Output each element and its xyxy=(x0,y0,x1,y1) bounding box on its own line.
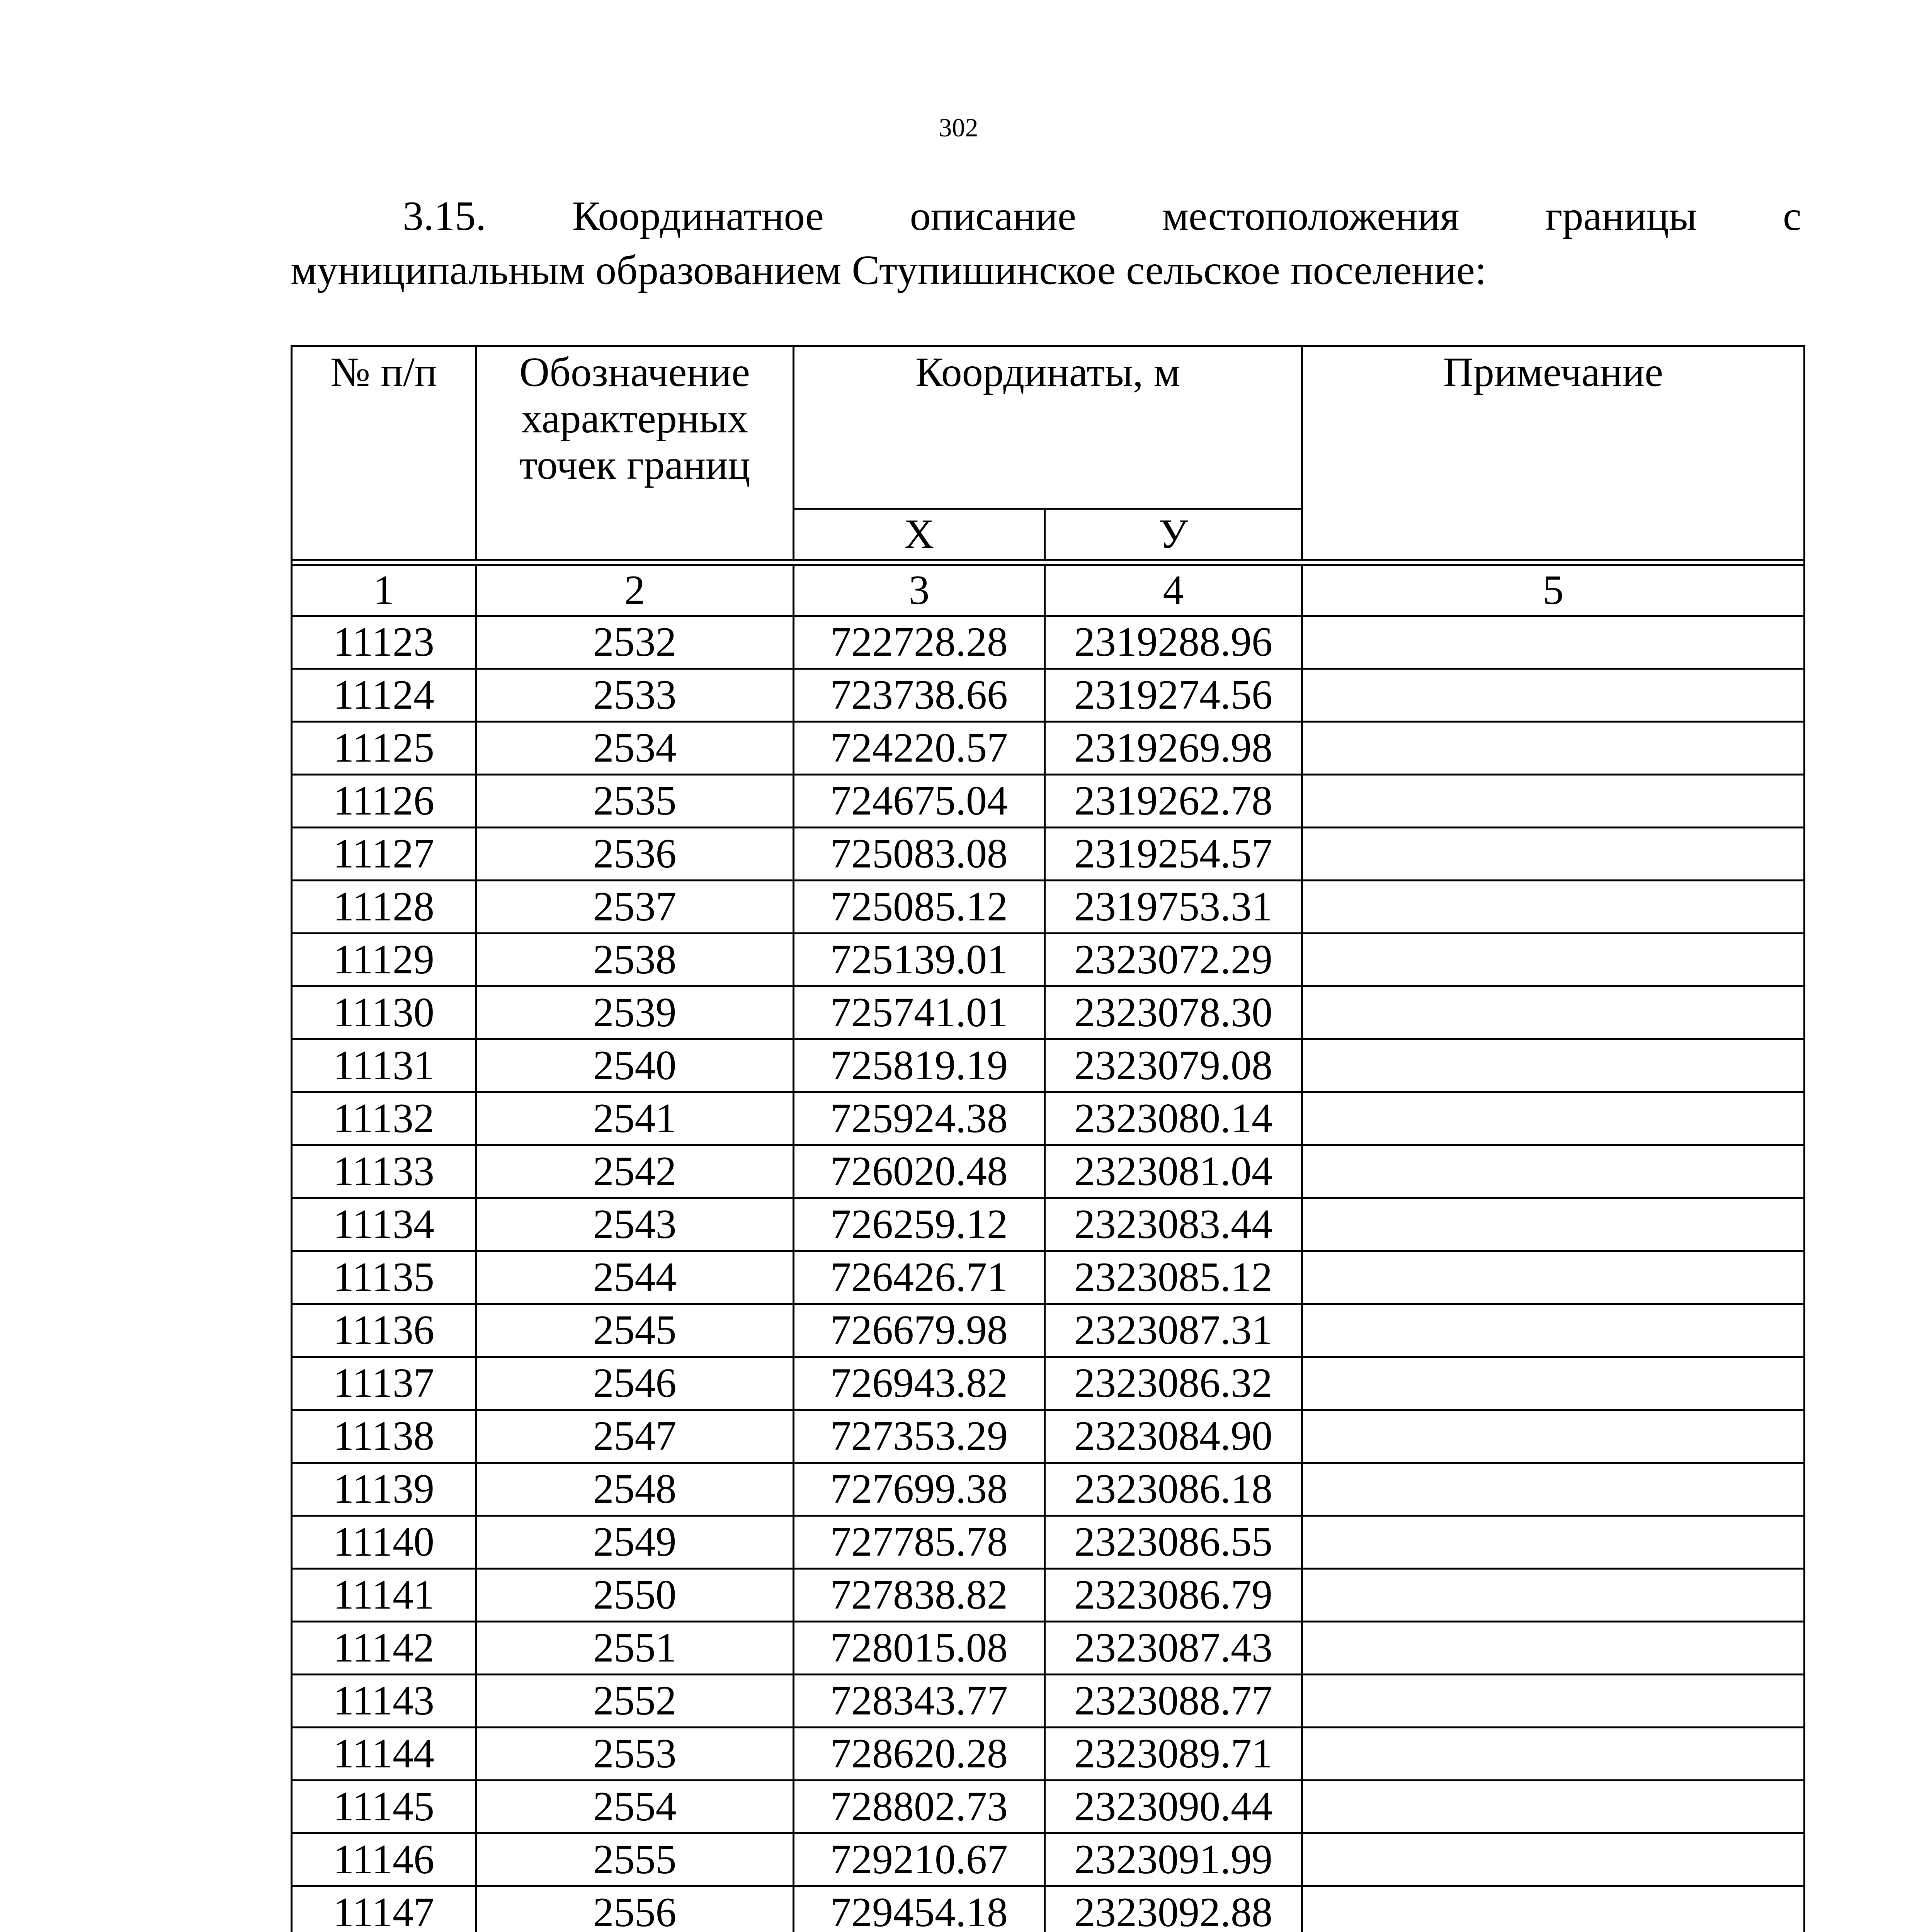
cell-point: 2536 xyxy=(476,828,794,881)
cell-point: 2552 xyxy=(476,1675,794,1728)
cell-point: 2547 xyxy=(476,1410,794,1463)
table-row xyxy=(292,828,1805,881)
table-row xyxy=(292,934,1805,986)
cell-x: 725924.38 xyxy=(794,1092,1045,1145)
cell-num: 11143 xyxy=(292,1675,476,1728)
cell-note xyxy=(1302,1092,1805,1145)
cell-y: 2323091.99 xyxy=(1045,1833,1302,1886)
table-row xyxy=(292,1516,1805,1569)
cell-num: 11145 xyxy=(292,1781,476,1833)
cell-point: 2534 xyxy=(476,722,794,775)
cell-note xyxy=(1302,1728,1805,1781)
cell-point: 2542 xyxy=(476,1145,794,1198)
page-number: 302 xyxy=(939,113,978,142)
table-row xyxy=(292,1569,1805,1622)
cell-y: 2323089.71 xyxy=(1045,1728,1302,1781)
cell-num: 11138 xyxy=(292,1410,476,1463)
cell-y: 2319262.78 xyxy=(1045,775,1302,828)
cell-point: 2555 xyxy=(476,1833,794,1886)
cell-point: 2532 xyxy=(476,616,794,669)
table-row xyxy=(292,1463,1805,1516)
cell-x: 728015.08 xyxy=(794,1622,1045,1675)
cell-x: 725819.19 xyxy=(794,1039,1045,1092)
cell-point: 2556 xyxy=(476,1886,794,1932)
column-number: 1 xyxy=(292,565,476,616)
cell-y: 2319753.31 xyxy=(1045,881,1302,934)
table-row xyxy=(292,1092,1805,1145)
cell-point: 2554 xyxy=(476,1781,794,1833)
cell-x: 724220.57 xyxy=(794,722,1045,775)
cell-num: 11136 xyxy=(292,1304,476,1357)
cell-note xyxy=(1302,881,1805,934)
cell-y: 2319254.57 xyxy=(1045,828,1302,881)
table-row xyxy=(292,669,1805,722)
table-row xyxy=(292,986,1805,1039)
cell-x: 725741.01 xyxy=(794,986,1045,1039)
cell-point: 2553 xyxy=(476,1728,794,1781)
table-row xyxy=(292,1781,1805,1833)
cell-point: 2543 xyxy=(476,1198,794,1251)
cell-point: 2549 xyxy=(476,1516,794,1569)
cell-y: 2323080.14 xyxy=(1045,1092,1302,1145)
table-row xyxy=(292,1833,1805,1886)
cell-note xyxy=(1302,1198,1805,1251)
cell-x: 728802.73 xyxy=(794,1781,1045,1833)
column-number: 3 xyxy=(794,565,1045,616)
column-number-row xyxy=(292,565,1805,616)
cell-note xyxy=(1302,1410,1805,1463)
cell-x: 722728.28 xyxy=(794,616,1045,669)
cell-x: 726426.71 xyxy=(794,1251,1045,1304)
cell-x: 726943.82 xyxy=(794,1357,1045,1410)
table-row xyxy=(292,1728,1805,1781)
cell-note xyxy=(1302,1463,1805,1516)
cell-note xyxy=(1302,986,1805,1039)
table-row xyxy=(292,1304,1805,1357)
cell-x: 723738.66 xyxy=(794,669,1045,722)
cell-note xyxy=(1302,1622,1805,1675)
header-coordinates: Координаты, м xyxy=(794,346,1302,509)
cell-point: 2544 xyxy=(476,1251,794,1304)
table-row xyxy=(292,1251,1805,1304)
cell-y: 2323087.31 xyxy=(1045,1304,1302,1357)
cell-y: 2323086.55 xyxy=(1045,1516,1302,1569)
cell-note xyxy=(1302,1357,1805,1410)
cell-point: 2551 xyxy=(476,1622,794,1675)
cell-note xyxy=(1302,775,1805,828)
cell-note xyxy=(1302,828,1805,881)
cell-num: 11133 xyxy=(292,1145,476,1198)
cell-y: 2323081.04 xyxy=(1045,1145,1302,1198)
cell-x: 727353.29 xyxy=(794,1410,1045,1463)
header-x: X xyxy=(794,509,1045,560)
cell-num: 11140 xyxy=(292,1516,476,1569)
cell-y: 2319269.98 xyxy=(1045,722,1302,775)
cell-x: 727838.82 xyxy=(794,1569,1045,1622)
cell-num: 11135 xyxy=(292,1251,476,1304)
cell-num: 11144 xyxy=(292,1728,476,1781)
cell-num: 11124 xyxy=(292,669,476,722)
cell-x: 728620.28 xyxy=(794,1728,1045,1781)
cell-y: 2323078.30 xyxy=(1045,986,1302,1039)
cell-y: 2323092.88 xyxy=(1045,1886,1302,1932)
cell-y: 2323086.32 xyxy=(1045,1357,1302,1410)
cell-x: 727699.38 xyxy=(794,1463,1045,1516)
section-heading-line-1: 3.15. Координатное описание местоположения границы с xyxy=(403,193,1801,239)
header-note: Примечание xyxy=(1302,346,1805,560)
section-heading-line-2: муниципальным образованием Ступишинское сельское поселение: xyxy=(291,247,1487,293)
cell-num: 11129 xyxy=(292,934,476,986)
cell-num: 11146 xyxy=(292,1833,476,1886)
table-row xyxy=(292,722,1805,775)
cell-x: 724675.04 xyxy=(794,775,1045,828)
cell-x: 729210.67 xyxy=(794,1833,1045,1886)
cell-x: 726259.12 xyxy=(794,1198,1045,1251)
cell-y: 2323090.44 xyxy=(1045,1781,1302,1833)
cell-num: 11123 xyxy=(292,616,476,669)
column-number: 2 xyxy=(476,565,794,616)
cell-num: 11127 xyxy=(292,828,476,881)
cell-y: 2323085.12 xyxy=(1045,1251,1302,1304)
cell-note xyxy=(1302,722,1805,775)
cell-x: 725139.01 xyxy=(794,934,1045,986)
table-row xyxy=(292,1622,1805,1675)
cell-note xyxy=(1302,1781,1805,1833)
cell-num: 11139 xyxy=(292,1463,476,1516)
cell-note xyxy=(1302,1516,1805,1569)
column-number: 4 xyxy=(1045,565,1302,616)
cell-note xyxy=(1302,1833,1805,1886)
table-row xyxy=(292,775,1805,828)
cell-note xyxy=(1302,1569,1805,1622)
cell-note xyxy=(1302,1675,1805,1728)
cell-y: 2323088.77 xyxy=(1045,1675,1302,1728)
cell-x: 729454.18 xyxy=(794,1886,1045,1932)
cell-y: 2323079.08 xyxy=(1045,1039,1302,1092)
coordinates-table xyxy=(291,345,1805,1932)
table-row xyxy=(292,1039,1805,1092)
table-row xyxy=(292,1410,1805,1463)
cell-point: 2550 xyxy=(476,1569,794,1622)
cell-y: 2323087.43 xyxy=(1045,1622,1302,1675)
cell-num: 11126 xyxy=(292,775,476,828)
cell-note xyxy=(1302,669,1805,722)
table-row xyxy=(292,1886,1805,1932)
cell-num: 11132 xyxy=(292,1092,476,1145)
cell-point: 2538 xyxy=(476,934,794,986)
table-row xyxy=(292,1145,1805,1198)
table-row xyxy=(292,881,1805,934)
cell-x: 726020.48 xyxy=(794,1145,1045,1198)
cell-y: 2323084.90 xyxy=(1045,1410,1302,1463)
cell-x: 725085.12 xyxy=(794,881,1045,934)
cell-num: 11131 xyxy=(292,1039,476,1092)
cell-point: 2545 xyxy=(476,1304,794,1357)
cell-point: 2541 xyxy=(476,1092,794,1145)
cell-x: 728343.77 xyxy=(794,1675,1045,1728)
cell-note xyxy=(1302,1304,1805,1357)
header-designation: Обозначение характерных точек границ xyxy=(476,346,794,560)
cell-x: 725083.08 xyxy=(794,828,1045,881)
table-row xyxy=(292,616,1805,669)
column-number: 5 xyxy=(1302,565,1805,616)
cell-num: 11128 xyxy=(292,881,476,934)
cell-num: 11130 xyxy=(292,986,476,1039)
table-row xyxy=(292,1675,1805,1728)
cell-note xyxy=(1302,1886,1805,1932)
cell-num: 11147 xyxy=(292,1886,476,1932)
cell-num: 11141 xyxy=(292,1569,476,1622)
cell-y: 2319274.56 xyxy=(1045,669,1302,722)
cell-num: 11134 xyxy=(292,1198,476,1251)
cell-y: 2319288.96 xyxy=(1045,616,1302,669)
cell-y: 2323083.44 xyxy=(1045,1198,1302,1251)
cell-point: 2537 xyxy=(476,881,794,934)
cell-note xyxy=(1302,1039,1805,1092)
cell-num: 11125 xyxy=(292,722,476,775)
cell-y: 2323086.79 xyxy=(1045,1569,1302,1622)
cell-y: 2323086.18 xyxy=(1045,1463,1302,1516)
cell-point: 2533 xyxy=(476,669,794,722)
cell-point: 2540 xyxy=(476,1039,794,1092)
header-y: У xyxy=(1045,509,1302,560)
cell-x: 727785.78 xyxy=(794,1516,1045,1569)
cell-x: 726679.98 xyxy=(794,1304,1045,1357)
cell-num: 11137 xyxy=(292,1357,476,1410)
cell-note xyxy=(1302,934,1805,986)
table-row xyxy=(292,1357,1805,1410)
cell-point: 2535 xyxy=(476,775,794,828)
table-row xyxy=(292,1198,1805,1251)
header-separator xyxy=(292,560,1805,565)
cell-y: 2323072.29 xyxy=(1045,934,1302,986)
cell-num: 11142 xyxy=(292,1622,476,1675)
cell-note xyxy=(1302,616,1805,669)
cell-point: 2539 xyxy=(476,986,794,1039)
cell-note xyxy=(1302,1251,1805,1304)
header-num: № п/п xyxy=(292,346,476,560)
section-heading xyxy=(291,189,1801,298)
cell-point: 2546 xyxy=(476,1357,794,1410)
cell-point: 2548 xyxy=(476,1463,794,1516)
table-header-row xyxy=(292,346,1805,509)
cell-note xyxy=(1302,1145,1805,1198)
